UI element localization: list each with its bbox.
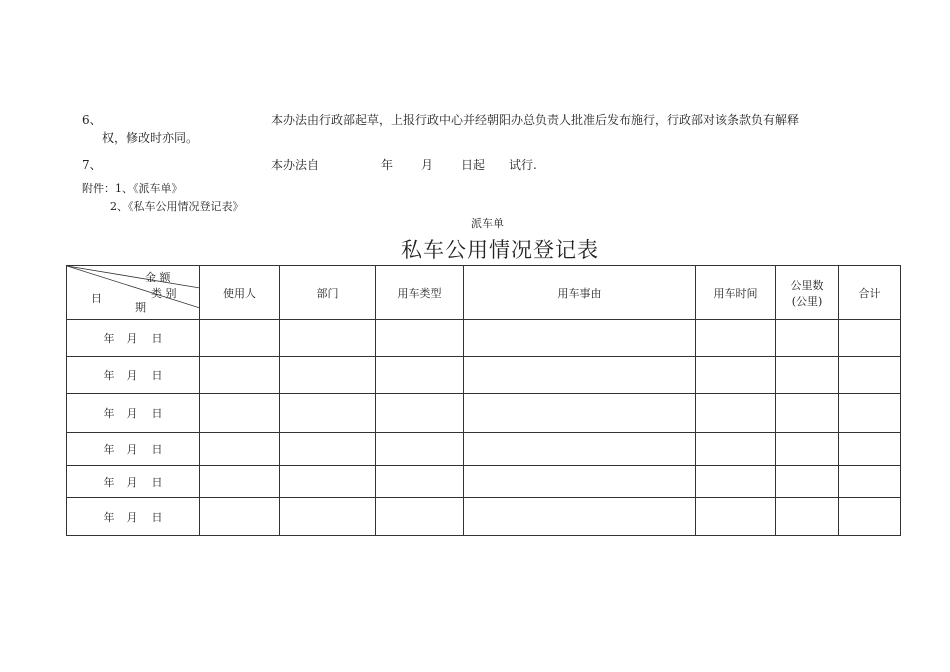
diagonal-lines	[67, 266, 200, 320]
cell-time[interactable]	[696, 320, 776, 357]
attachment-1: 附件：1、《派车单》	[82, 182, 183, 195]
cell-reason[interactable]	[464, 394, 696, 433]
date-cell[interactable]	[67, 320, 200, 357]
table-row	[67, 394, 901, 433]
cell-time[interactable]	[696, 466, 776, 498]
cell-total[interactable]	[839, 357, 901, 394]
date-month-label: 月	[126, 475, 138, 489]
date-cell[interactable]	[67, 433, 200, 466]
cell-time[interactable]	[696, 357, 776, 394]
cell-user[interactable]	[200, 320, 280, 357]
cell-mileage[interactable]	[776, 357, 839, 394]
date-day-label: 日	[151, 510, 163, 524]
clause-6-text: 本办法由行政部起草，上报行政中心并经朝阳办总负责人批准后发布施行，行政部对该条款负有解释	[271, 113, 800, 127]
cell-department[interactable]	[280, 433, 376, 466]
header-time: 用车时间	[696, 266, 776, 320]
clause-7-part-trial: 试行.	[509, 158, 537, 172]
cell-total[interactable]	[839, 394, 901, 433]
diag-label-amount: 金 额	[145, 271, 171, 284]
cell-user[interactable]	[200, 498, 280, 536]
clause-7-part-1: 本办法自	[271, 158, 320, 172]
table-row	[67, 357, 901, 394]
table-row	[67, 433, 901, 466]
date-month-label: 月	[126, 332, 138, 345]
cell-user[interactable]	[200, 357, 280, 394]
cell-mileage[interactable]	[776, 466, 839, 498]
cell-department[interactable]	[280, 394, 376, 433]
date-day-label: 日	[151, 332, 163, 345]
date-month-label: 月	[126, 369, 138, 382]
cell-total[interactable]	[839, 320, 901, 357]
date-day-label: 日	[151, 475, 163, 489]
cell-mileage[interactable]	[776, 394, 839, 433]
cell-time[interactable]	[696, 498, 776, 536]
cell-reason[interactable]	[464, 466, 696, 498]
header-mileage-line1: 公里数	[790, 278, 824, 292]
date-cell[interactable]	[67, 466, 200, 498]
date-cell[interactable]	[67, 394, 200, 433]
header-total: 合计	[839, 266, 901, 320]
diag-label-date: 日	[91, 292, 102, 305]
cell-vehicle-type[interactable]	[376, 433, 464, 466]
header-vehicle-type: 用车类型	[376, 266, 464, 320]
date-year-label: 年	[103, 475, 115, 489]
cell-mileage[interactable]	[776, 433, 839, 466]
cell-vehicle-type[interactable]	[376, 498, 464, 536]
date-day-label: 日	[151, 369, 163, 382]
date-year-label: 年	[103, 407, 115, 420]
header-reason: 用车事由	[464, 266, 696, 320]
cell-mileage[interactable]	[776, 498, 839, 536]
date-year-label: 年	[103, 369, 115, 382]
cell-user[interactable]	[200, 466, 280, 498]
header-department: 部门	[280, 266, 376, 320]
clause-7-part-month: 月	[421, 158, 434, 172]
cell-department[interactable]	[280, 466, 376, 498]
cell-reason[interactable]	[464, 498, 696, 536]
clause-6-number: 6、	[82, 113, 102, 127]
date-cell[interactable]	[67, 357, 200, 394]
diag-label-period: 期	[135, 301, 146, 314]
cell-vehicle-type[interactable]	[376, 320, 464, 357]
cell-mileage[interactable]	[776, 320, 839, 357]
date-year-label: 年	[103, 510, 115, 524]
cell-department[interactable]	[280, 357, 376, 394]
form-title: 私车公用情况登记表	[401, 238, 599, 262]
header-row	[67, 266, 901, 320]
cell-department[interactable]	[280, 320, 376, 357]
cell-department[interactable]	[280, 498, 376, 536]
cell-reason[interactable]	[464, 320, 696, 357]
date-month-label: 月	[126, 443, 138, 456]
header-user: 使用人	[200, 266, 280, 320]
cell-vehicle-type[interactable]	[376, 357, 464, 394]
table-row	[67, 466, 901, 498]
cell-time[interactable]	[696, 394, 776, 433]
table-row	[67, 498, 901, 536]
clause-7-part-day: 日起	[461, 158, 486, 172]
diag-label-category: 类 别	[151, 287, 177, 300]
cell-total[interactable]	[839, 466, 901, 498]
cell-user[interactable]	[200, 433, 280, 466]
cell-vehicle-type[interactable]	[376, 394, 464, 433]
date-cell[interactable]	[67, 498, 200, 536]
diagonal-header-cell	[67, 266, 200, 320]
clause-7-number: 7、	[82, 158, 102, 172]
header-mileage	[776, 266, 839, 320]
cell-vehicle-type[interactable]	[376, 466, 464, 498]
date-year-label: 年	[103, 443, 115, 456]
date-day-label: 日	[151, 443, 163, 456]
date-year-label: 年	[103, 332, 115, 345]
table-row	[67, 320, 901, 357]
cell-time[interactable]	[696, 433, 776, 466]
cell-reason[interactable]	[464, 433, 696, 466]
cell-user[interactable]	[200, 394, 280, 433]
date-month-label: 月	[126, 510, 138, 524]
date-day-label: 日	[151, 407, 163, 420]
clause-6-text-cont: 权，修改时亦同。	[102, 131, 199, 145]
cell-total[interactable]	[839, 433, 901, 466]
header-mileage-line2: (公里)	[791, 294, 823, 308]
cell-total[interactable]	[839, 498, 901, 536]
date-month-label: 月	[126, 407, 138, 420]
attachment-2: 2、《私车公用情况登记表》	[110, 200, 244, 213]
section-label: 派车单	[471, 217, 504, 230]
clause-7-part-year: 年	[381, 158, 394, 172]
registration-table	[66, 265, 901, 536]
cell-reason[interactable]	[464, 357, 696, 394]
